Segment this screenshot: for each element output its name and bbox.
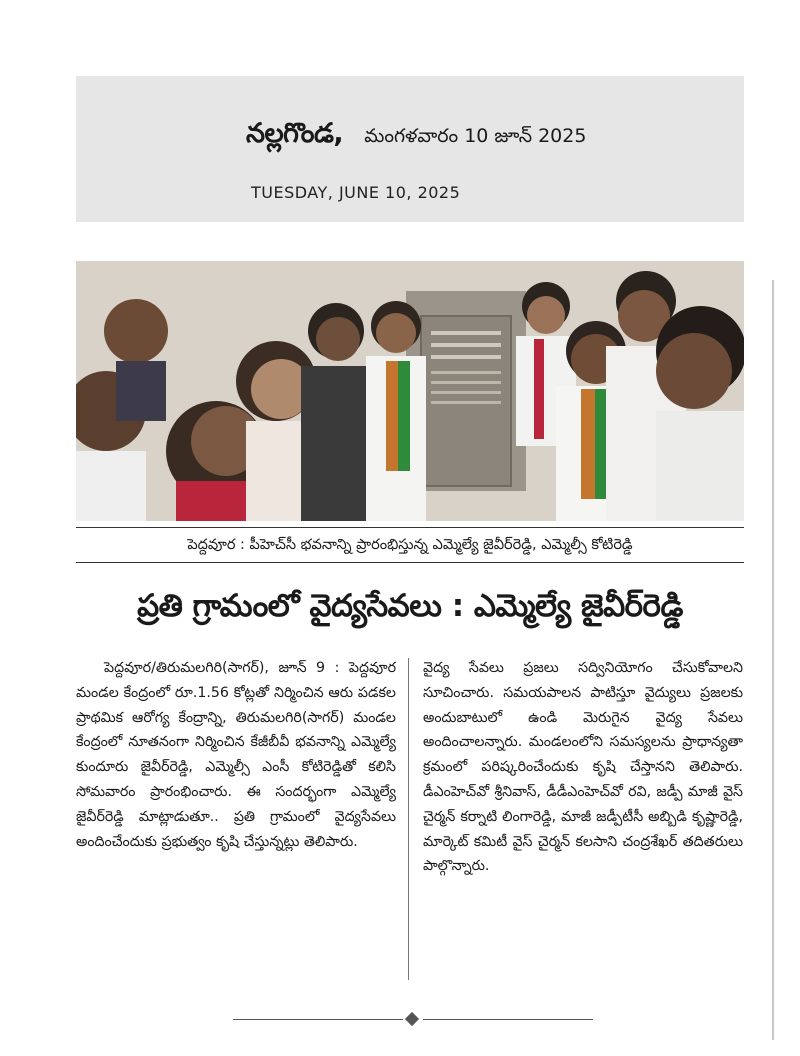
article-column-left: పెద్దవూర/తిరుమలగిరి(సాగర్), జూన్ 9 : పెద్దవూర మండల కేంద్రంలో రూ.1.56 కోట్లతో నిర్మించిన ఆరు పడకల ప్రాథమిక ఆరోగ్య కేంద్రాన్ని, తిరుమలగిరి(సాగర్) మండల కేంద్రంలో నూతనంగా నిర్మించిన కేజీబీవీ భవనాన్ని ఎమ్మెల్యే కుందూరు జైవీర్‌రెడ్డి, ఎమ్మెల్సీ ఎంసీ కోటిరెడ్డితో కలిసి సోమవారం ప్రారంభించారు. ఈ సందర్భంగా ఎమ్మెల్యే జైవీర్‌రెడ్డి మాట్లాడుతూ.. ప్రతి గ్రామంలో వైద్యసేవలు అందించేందుకు ప్రభుత్వం కృషి చేస్తున్నట్లు తెలిపారు.: [76, 660, 396, 850]
diamond-ornament-icon: [405, 1012, 419, 1026]
page-edge-line: [772, 280, 774, 1040]
date-english: TUESDAY, JUNE 10, 2025: [251, 183, 461, 202]
photo-caption: పెద్దవూర : పీహెచ్‌సీ భవనాన్ని ప్రారంభిస్తున్న ఎమ్మెల్యే జైవీర్‌రెడ్డి, ఎమ్మెల్సీ కోటిరెడ్డి: [76, 527, 744, 563]
article-column-right: వైద్య సేవలు ప్రజలు సద్వినియోగం చేసుకోవాలని సూచించారు. సమయపాలన పాటిస్తూ వైద్యులు ప్రజలకు అందుబాటులో ఉండి మెరుగైన వైద్య సేవలు అందించాలన్నారు. మండలంలోని సమస్యలను ప్రాధాన్యతా క్రమంలో పరిష్కరించేందుకు కృషి చేస్తానని తెలిపారు. డీఎంహెచ్‌వో శ్రీనివాస్, డీడీఎంహెచ్‌వో రవి, జడ్పీ మాజీ వైస్ చైర్మన్ కర్నాటి లింగారెడ్డి, మాజీ జడ్పీటీసీ అబ్బిడి కృష్ణారెడ్డి, మార్కెట్ కమిటీ వైస్ చైర్మన్ కలసాని చంద్రశేఖర్ తదితరులు పాల్గొన్నారు.: [423, 660, 743, 875]
news-photo: [76, 261, 744, 521]
article-headline: ప్రతి గ్రామంలో వైద్యసేవలు : ఎమ్మెల్యే జైవీర్‌రెడ్డి: [137, 588, 683, 624]
date-telugu: మంగళవారం 10 జూన్ 2025: [364, 125, 587, 147]
inauguration-photo-illustration: [76, 261, 744, 521]
dateline-header: [76, 76, 744, 222]
article-end-mark: [233, 1013, 593, 1027]
column-divider: [408, 658, 409, 980]
dateline-telugu: [246, 118, 586, 156]
place-name: నల్లగొండ,: [246, 118, 344, 149]
